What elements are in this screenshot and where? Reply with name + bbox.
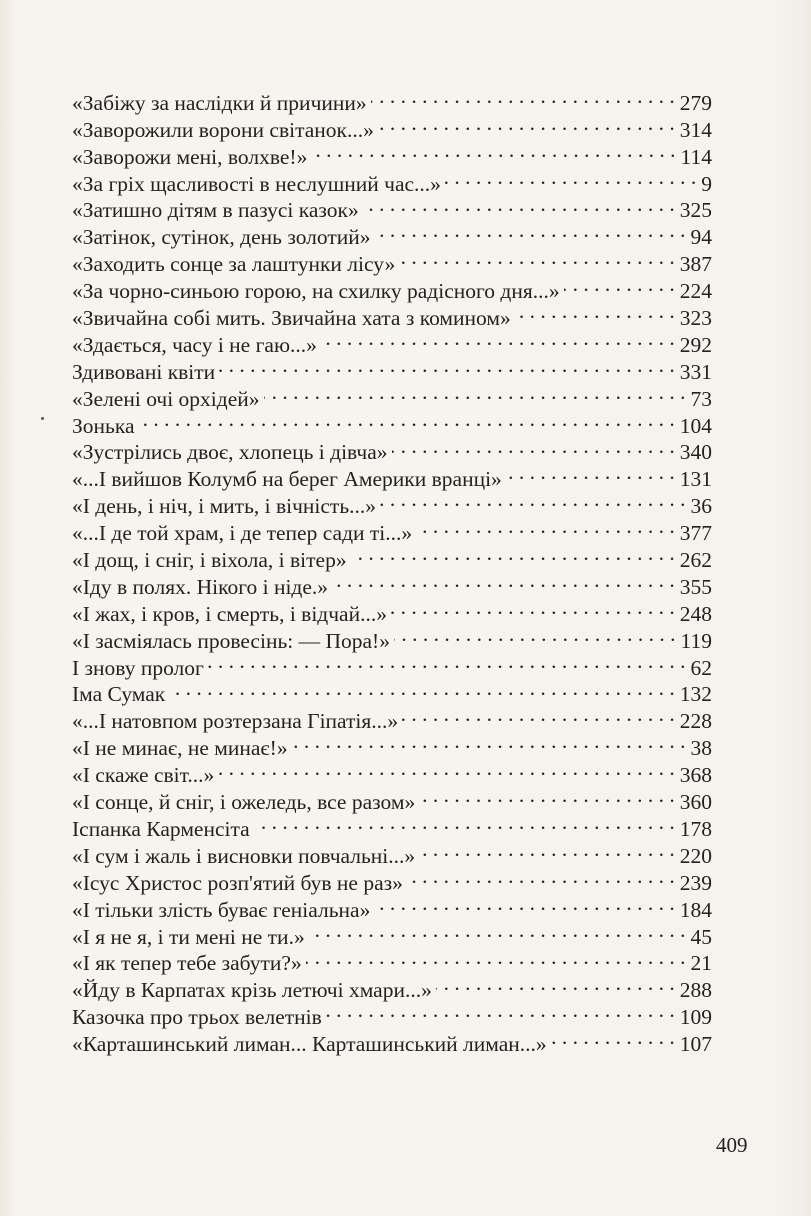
toc-entry [72,83,712,115]
toc-dot-leader [309,917,686,944]
toc-entry [72,433,712,465]
toc-entry-page: 107 [679,1032,712,1057]
toc-entry-title: «І день, і ніч, і мить, і вічність...» [72,494,377,519]
toc-entry-title: «...І де той храм, і де тепер сади ті...» [72,521,413,546]
toc-dot-leader [564,271,675,298]
toc-entry-page: 279 [679,90,712,115]
toc-entry-page: 220 [679,843,712,868]
toc-dot-leader [378,110,675,137]
toc-entry-page: 119 [680,628,712,653]
toc-dot-leader [515,298,675,325]
toc-dot-leader [407,863,675,890]
toc-entry-page: 314 [679,117,712,142]
toc-entry-page: 178 [679,816,712,841]
toc-dot-leader [392,433,675,460]
toc-entry-page: 109 [679,1005,712,1030]
toc-dot-leader [169,675,674,702]
toc-entry-page: 73 [690,386,712,411]
toc-entry-title: «За гріх щасливості в неслушний час...» [72,171,441,196]
toc-entry-title: «Ісус Христос розп'ятий був не раз» [72,870,403,895]
toc-entry-title: «Зустрілись двоє, хлопець і дівча» [72,440,388,465]
toc-entry-page: 9 [701,171,712,196]
toc-dot-leader [326,997,675,1024]
toc-entry-page: 45 [690,924,712,949]
toc-entry-title: «І я не я, і ти мені не ти.» [72,924,305,949]
toc-entry-title: «Затінок, сутінок, день золотий» [72,225,371,250]
toc-dot-leader [264,379,686,406]
toc-entry-title: «Заходить сонце за лаштунки лісу» [72,252,396,277]
toc-dot-leader [371,83,675,110]
toc-entry-page: 62 [690,655,712,680]
toc-entry-title: Іма Сумак [72,682,166,707]
toc-dot-leader [139,406,675,433]
toc-entry-page: 288 [679,978,712,1003]
toc-entry-page: 114 [680,144,712,169]
toc-entry-title: «І сонце, й сніг, і ожеледь, все разом» [72,790,416,815]
toc-entry-page: 331 [679,359,712,384]
toc-dot-leader [436,970,675,997]
toc-entry-page: 132 [679,682,712,707]
toc-dot-leader [292,728,686,755]
toc-dot-leader [219,352,675,379]
toc-entry-title: «...І вийшов Колумб на берег Америки вранці» [72,467,502,492]
toc-dot-leader [391,594,675,621]
toc-entry-title: «Здається, часу і не гаю...» [72,332,317,357]
stray-ink-mark [41,417,44,420]
toc-entry-page: 387 [679,252,712,277]
toc-entry-page: 360 [679,790,712,815]
toc-entry-page: 292 [679,332,712,357]
toc-dot-leader [351,540,675,567]
toc-entry-title: «Іду в полях. Нікого і ніде.» [72,574,329,599]
toc-entry-page: 323 [679,306,712,331]
toc-dot-leader [402,701,675,728]
toc-entry-page: 38 [690,736,712,761]
toc-entry-title: «Йду в Карпатах крізь летючі хмари...» [72,978,432,1003]
toc-entry-page: 228 [679,709,712,734]
page-number: 409 [716,1133,748,1157]
toc-dot-leader [416,513,675,540]
toc-entry-title: «Заворожи мені, волхве!» [72,144,308,169]
toc-entry-title: «І сум і жаль і висновки повчальні...» [72,843,416,868]
toc-entry-title: «І скаже світ...» [72,763,215,788]
table-of-contents [72,83,712,1057]
toc-dot-leader [419,782,675,809]
toc-entry-title: Казочка про трьох велетнів [72,1005,322,1030]
toc-entry-title: І знову пролог [72,655,204,680]
toc-dot-leader [254,809,675,836]
toc-dot-leader [321,325,675,352]
toc-entry-page: 104 [679,413,712,438]
toc-entry-page: 262 [679,548,712,573]
toc-entry-page: 94 [690,225,712,250]
toc-entry-title: «І жах, і кров, і смерть, і відчай...» [72,601,387,626]
toc-dot-leader [419,836,675,863]
toc-entry-page: 368 [679,763,712,788]
toc-dot-leader [332,567,675,594]
toc-dot-leader [311,137,675,164]
toc-entry-page: 325 [679,198,712,223]
toc-entry-title: «Зелені очі орхідей» [72,386,260,411]
toc-entry-title: «І не минає, не минає!» [72,736,288,761]
toc-entry-page: 21 [690,951,712,976]
toc-dot-leader [506,459,675,486]
toc-entry-page: 36 [690,494,712,519]
toc-dot-leader [363,191,675,218]
toc-entry-page: 131 [679,467,712,492]
toc-dot-leader [399,244,674,271]
toc-entry-title: «І засміялась провесінь: — Пора!» [72,628,390,653]
toc-entry-page: 340 [679,440,712,465]
toc-entry-title: «І як тепер тебе забути?» [72,951,302,976]
toc-entry [72,406,712,438]
toc-entry-title: «...І натовпом розтерзана Гіпатія...» [72,709,399,734]
toc-dot-leader [374,890,674,917]
toc-entry-title: «Звичайна собі мить. Звичайна хата з комином» [72,306,511,331]
toc-entry-page: 248 [679,601,712,626]
toc-dot-leader [380,486,685,513]
toc-entry-title: «Забіжу за наслідки й причини» [72,90,367,115]
toc-entry-page: 184 [679,897,712,922]
toc-entry-title: «І тільки злість буває геніальна» [72,897,371,922]
toc-entry-title: «За чорно-синьою горою, на схилку радісного дня...» [72,279,560,304]
toc-entry-page: 377 [679,521,712,546]
toc-dot-leader [551,1024,675,1051]
toc-entry-title: Іспанка Карменсіта [72,816,250,841]
toc-dot-leader [218,755,674,782]
toc-dot-leader [394,621,676,648]
toc-dot-leader [375,217,686,244]
toc-entry-title: «І дощ, і сніг, і віхола, і вітер» [72,548,347,573]
toc-entry-page: 239 [679,870,712,895]
toc-entry-title: Зонька [72,413,135,438]
toc-entry-title: «Карташинський лиман... Карташинський лиман...» [72,1032,547,1057]
toc-entry-title: Здивовані квіти [72,359,216,384]
toc-dot-leader [306,944,686,971]
toc-entry-title: «Заворожили ворони світанок...» [72,117,374,142]
toc-dot-leader [445,164,696,191]
toc-dot-leader [208,648,686,675]
toc-entry-title: «Затишно дітям в пазусі казок» [72,198,359,223]
toc-entry-page: 224 [679,279,712,304]
toc-entry-page: 355 [679,574,712,599]
